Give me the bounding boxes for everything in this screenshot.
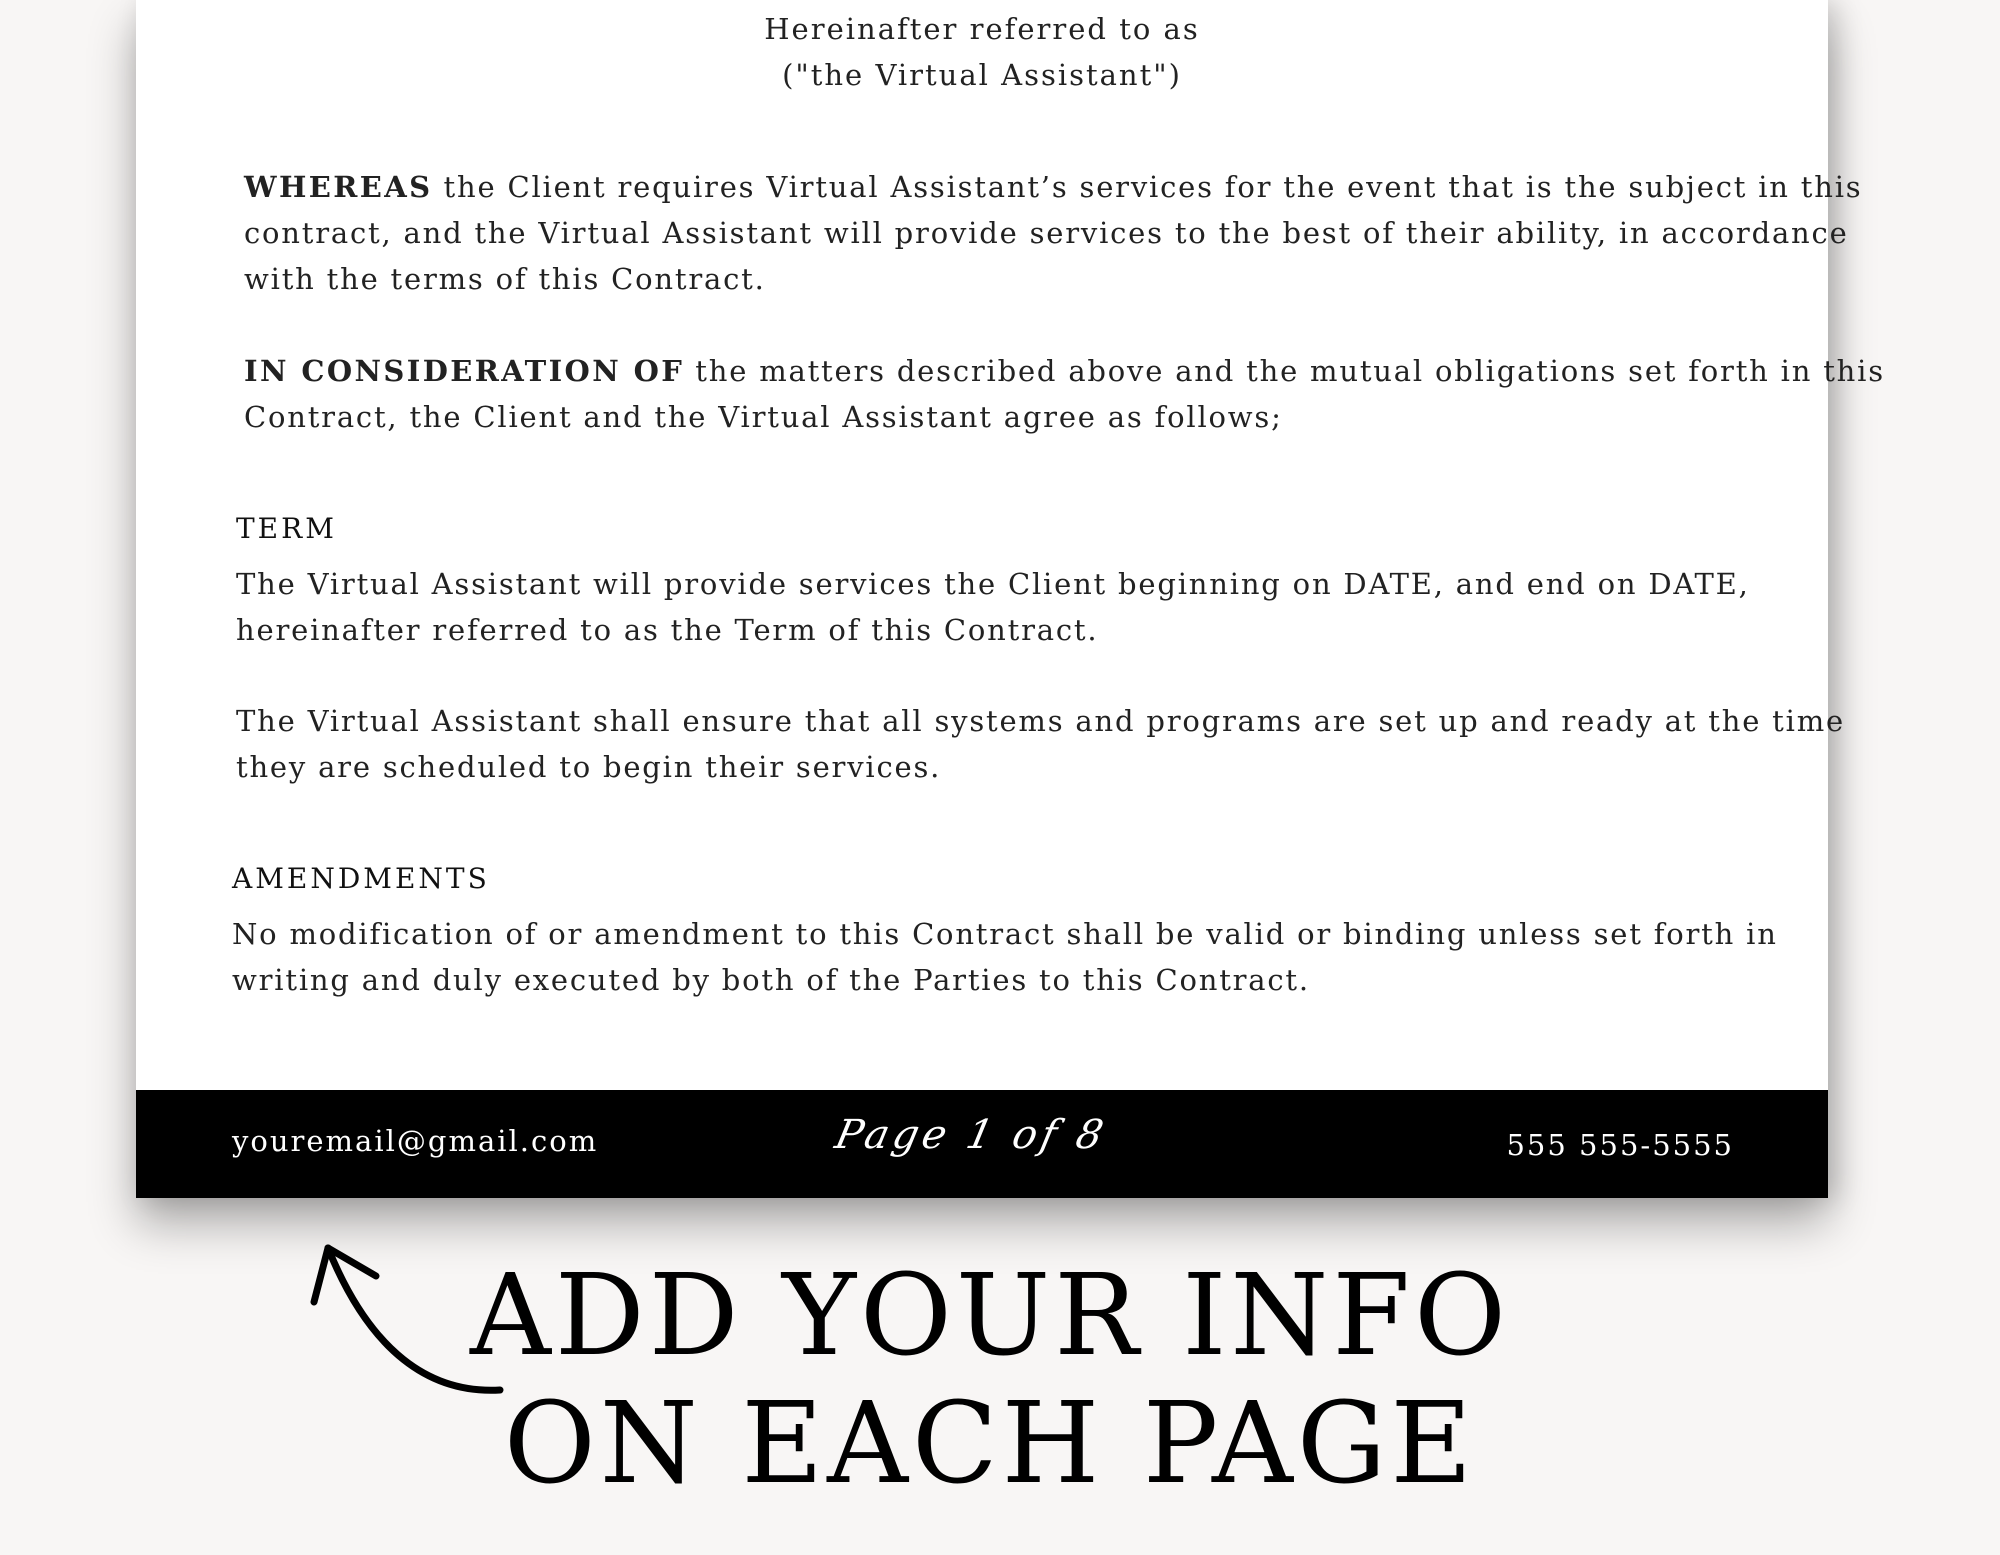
term-p2-line-1: The Virtual Assistant shall ensure that all systems and programs are set up and ready at the time xyxy=(236,704,1845,738)
consideration-line-2: Contract, the Client and the Virtual Assistant agree as follows; xyxy=(244,400,1283,434)
term-p2-line-2: they are scheduled to begin their services. xyxy=(236,750,942,784)
term-paragraph-1 xyxy=(236,561,1750,653)
consideration-lead: IN CONSIDERATION OF xyxy=(244,354,685,388)
intro-line-2: ("the Virtual Assistant") xyxy=(782,58,1182,92)
term-p1-line-1: The Virtual Assistant will provide services the Client beginning on DATE, and end on DATE, xyxy=(236,567,1750,601)
callout-line-2: ON EACH PAGE xyxy=(503,1379,1477,1509)
term-heading: TERM xyxy=(236,512,337,545)
footer-phone: 555 555-5555 xyxy=(1506,1128,1734,1162)
footer-email: youremail@gmail.com xyxy=(232,1124,599,1158)
amendments-line-2: writing and duly executed by both of the Parties to this Contract. xyxy=(232,963,1310,997)
contract-page xyxy=(136,0,1885,1198)
term-p1-line-2: hereinafter referred to as the Term of this Contract. xyxy=(236,613,1099,647)
callout-text xyxy=(470,1252,1510,1508)
intro-block xyxy=(136,6,1828,98)
amendments-paragraph xyxy=(232,911,1778,1003)
whereas-line-1 xyxy=(244,164,1862,210)
page-footer xyxy=(136,1090,1828,1198)
callout-line-1: ADD YOUR INFO xyxy=(470,1251,1510,1381)
whereas-line-1-text: the Client requires Virtual Assistant’s services for the event that is the subject in this xyxy=(432,170,1863,204)
whereas-line-2: contract, and the Virtual Assistant will provide services to the best of their ability, in accordance xyxy=(244,216,1849,250)
footer-page-number: Page 1 of 8 xyxy=(831,1112,1112,1158)
consideration-line-1-text: the matters described above and the mutual obligations set forth in this xyxy=(684,354,1885,388)
amendments-line-1: No modification of or amendment to this Contract shall be valid or binding unless set forth in xyxy=(232,917,1778,951)
consideration-paragraph xyxy=(244,348,1885,440)
whereas-line-3: with the terms of this Contract. xyxy=(244,262,766,296)
term-paragraph-2 xyxy=(236,698,1845,790)
consideration-line-1 xyxy=(244,348,1885,394)
intro-line-1: Hereinafter referred to as xyxy=(764,12,1200,46)
amendments-heading: AMENDMENTS xyxy=(232,862,490,895)
whereas-paragraph xyxy=(244,164,1862,302)
whereas-lead: WHEREAS xyxy=(244,170,433,204)
